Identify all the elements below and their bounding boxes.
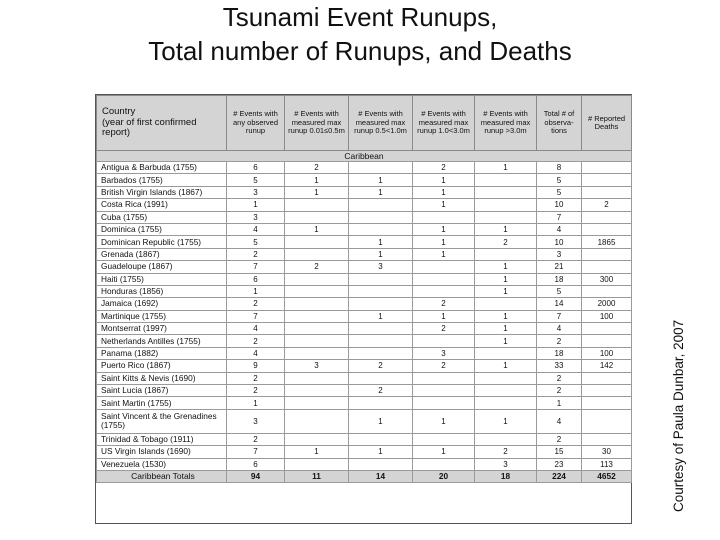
- value-cell: [285, 347, 349, 359]
- region-label: Caribbean: [97, 151, 632, 162]
- value-cell: [582, 162, 632, 174]
- value-cell: 2: [413, 162, 475, 174]
- value-cell: 4: [537, 409, 582, 433]
- value-cell: 6: [227, 273, 285, 285]
- value-cell: [413, 397, 475, 409]
- credit-text: Courtesy of Paula Dunbar, 2007: [671, 319, 686, 512]
- value-cell: 18: [537, 347, 582, 359]
- value-cell: [413, 335, 475, 347]
- table-row: [97, 347, 632, 359]
- table-row: [97, 285, 632, 297]
- value-cell: [285, 458, 349, 470]
- runup-table: [96, 95, 632, 483]
- value-cell: 1: [413, 199, 475, 211]
- value-cell: [285, 397, 349, 409]
- value-cell: 2: [349, 385, 413, 397]
- value-cell: 1: [413, 186, 475, 198]
- country-cell: Saint Lucia (1867): [97, 385, 227, 397]
- value-cell: [349, 372, 413, 384]
- value-cell: 2: [537, 372, 582, 384]
- value-cell: 1: [227, 285, 285, 297]
- table-row: [97, 236, 632, 248]
- runup-table-container: [95, 94, 632, 524]
- value-cell: 9: [227, 360, 285, 372]
- value-cell: 1: [475, 310, 537, 322]
- value-cell: 4: [537, 223, 582, 235]
- value-cell: 2: [285, 162, 349, 174]
- value-cell: 6: [227, 458, 285, 470]
- value-cell: 1: [413, 446, 475, 458]
- table-row: [97, 248, 632, 260]
- value-cell: [349, 335, 413, 347]
- country-cell: Honduras (1856): [97, 285, 227, 297]
- table-row: [97, 261, 632, 273]
- country-cell: Cuba (1755): [97, 211, 227, 223]
- value-cell: 1: [475, 273, 537, 285]
- table-row: [97, 409, 632, 433]
- value-cell: [285, 211, 349, 223]
- value-cell: 14: [537, 298, 582, 310]
- value-cell: 5: [227, 174, 285, 186]
- value-cell: [582, 211, 632, 223]
- header-row: [97, 96, 632, 151]
- table-row: [97, 323, 632, 335]
- value-cell: 1: [475, 223, 537, 235]
- value-cell: 4: [537, 323, 582, 335]
- value-cell: 1: [475, 261, 537, 273]
- value-cell: 1: [349, 409, 413, 433]
- value-cell: 2000: [582, 298, 632, 310]
- country-cell: Costa Rica (1991): [97, 199, 227, 211]
- page-title: [60, 0, 660, 68]
- value-cell: [285, 335, 349, 347]
- value-cell: 1: [475, 162, 537, 174]
- country-cell: Puerto Rico (1867): [97, 360, 227, 372]
- header-runup-1-3: # Events with measured max runup 1.0<3.0m: [413, 96, 475, 151]
- value-cell: 6: [227, 162, 285, 174]
- value-cell: [413, 285, 475, 297]
- table-row: [97, 397, 632, 409]
- country-cell: Montserrat (1997): [97, 323, 227, 335]
- value-cell: [582, 335, 632, 347]
- value-cell: 1: [537, 397, 582, 409]
- table-row: [97, 310, 632, 322]
- value-cell: [413, 372, 475, 384]
- value-cell: 2: [227, 335, 285, 347]
- value-cell: 2: [349, 360, 413, 372]
- value-cell: 2: [475, 446, 537, 458]
- value-cell: 1: [349, 310, 413, 322]
- country-cell: Saint Vincent & the Grenadines (1755): [97, 409, 227, 433]
- value-cell: 8: [537, 162, 582, 174]
- value-cell: 100: [582, 347, 632, 359]
- value-cell: [285, 385, 349, 397]
- totals-label: Caribbean Totals: [97, 470, 227, 482]
- value-cell: 1: [475, 360, 537, 372]
- header-country: Country (year of first confirmed report): [97, 96, 227, 151]
- region-row: [97, 151, 632, 162]
- value-cell: 2: [413, 298, 475, 310]
- value-cell: [475, 199, 537, 211]
- value-cell: [413, 458, 475, 470]
- value-cell: [582, 409, 632, 433]
- value-cell: [582, 285, 632, 297]
- country-cell: Netherlands Antilles (1755): [97, 335, 227, 347]
- header-runup-0-05: # Events with measured max runup 0.01≤0.5m: [285, 96, 349, 151]
- value-cell: 2: [227, 372, 285, 384]
- value-cell: [349, 199, 413, 211]
- country-cell: Venezuela (1530): [97, 458, 227, 470]
- table-row: [97, 385, 632, 397]
- value-cell: 1: [349, 446, 413, 458]
- value-cell: 1: [475, 409, 537, 433]
- value-cell: 7: [537, 310, 582, 322]
- value-cell: 30: [582, 446, 632, 458]
- total-value-cell: 4652: [582, 470, 632, 482]
- value-cell: 5: [537, 174, 582, 186]
- value-cell: 7: [537, 211, 582, 223]
- value-cell: [285, 409, 349, 433]
- value-cell: [475, 433, 537, 445]
- value-cell: 1: [285, 223, 349, 235]
- value-cell: [582, 372, 632, 384]
- value-cell: 5: [537, 285, 582, 297]
- country-cell: British Virgin Islands (1867): [97, 186, 227, 198]
- value-cell: 7: [227, 446, 285, 458]
- value-cell: [582, 433, 632, 445]
- value-cell: [349, 273, 413, 285]
- value-cell: [349, 433, 413, 445]
- value-cell: [413, 385, 475, 397]
- value-cell: [349, 323, 413, 335]
- table-row: [97, 174, 632, 186]
- table-row: [97, 446, 632, 458]
- table-row: [97, 273, 632, 285]
- table-row: [97, 458, 632, 470]
- value-cell: 4: [227, 347, 285, 359]
- value-cell: [285, 433, 349, 445]
- country-cell: Haiti (1755): [97, 273, 227, 285]
- table-row: [97, 186, 632, 198]
- value-cell: 1: [285, 446, 349, 458]
- country-cell: Trinidad & Tobago (1911): [97, 433, 227, 445]
- value-cell: 1: [413, 248, 475, 260]
- value-cell: 3: [413, 347, 475, 359]
- value-cell: 10: [537, 236, 582, 248]
- value-cell: [413, 261, 475, 273]
- table-row: [97, 372, 632, 384]
- title-line-2: Total number of Runups, and Deaths: [148, 36, 572, 66]
- value-cell: 1: [413, 223, 475, 235]
- value-cell: 23: [537, 458, 582, 470]
- value-cell: [475, 174, 537, 186]
- value-cell: [475, 186, 537, 198]
- value-cell: 2: [227, 298, 285, 310]
- value-cell: [413, 211, 475, 223]
- country-cell: Barbados (1755): [97, 174, 227, 186]
- value-cell: 1: [413, 409, 475, 433]
- value-cell: 1: [349, 174, 413, 186]
- value-cell: [475, 372, 537, 384]
- value-cell: 33: [537, 360, 582, 372]
- value-cell: 3: [227, 409, 285, 433]
- country-cell: Dominican Republic (1755): [97, 236, 227, 248]
- value-cell: [285, 323, 349, 335]
- value-cell: [582, 261, 632, 273]
- value-cell: [475, 397, 537, 409]
- value-cell: 1: [475, 335, 537, 347]
- value-cell: [285, 298, 349, 310]
- value-cell: 1: [285, 186, 349, 198]
- total-value-cell: 14: [349, 470, 413, 482]
- value-cell: [413, 273, 475, 285]
- value-cell: 2: [582, 199, 632, 211]
- value-cell: [582, 397, 632, 409]
- table-row: [97, 335, 632, 347]
- value-cell: 15: [537, 446, 582, 458]
- value-cell: [349, 285, 413, 297]
- value-cell: 1: [413, 174, 475, 186]
- value-cell: [582, 385, 632, 397]
- header-any-observed: # Events with any observed runup: [227, 96, 285, 151]
- value-cell: 21: [537, 261, 582, 273]
- value-cell: [582, 248, 632, 260]
- value-cell: [349, 223, 413, 235]
- value-cell: 3: [285, 360, 349, 372]
- value-cell: 1865: [582, 236, 632, 248]
- value-cell: 2: [413, 360, 475, 372]
- value-cell: 1: [475, 323, 537, 335]
- table-row: [97, 298, 632, 310]
- header-runup-gt3: # Events with measured max runup >3.0m: [475, 96, 537, 151]
- total-value-cell: 20: [413, 470, 475, 482]
- value-cell: 18: [537, 273, 582, 285]
- value-cell: 4: [227, 323, 285, 335]
- value-cell: 300: [582, 273, 632, 285]
- value-cell: 1: [413, 236, 475, 248]
- header-reported-deaths: # Reported Deaths: [582, 96, 632, 151]
- total-value-cell: 11: [285, 470, 349, 482]
- table-row: [97, 223, 632, 235]
- value-cell: [582, 323, 632, 335]
- country-cell: Panama (1882): [97, 347, 227, 359]
- table-row: [97, 211, 632, 223]
- value-cell: 2: [227, 385, 285, 397]
- value-cell: 1: [349, 186, 413, 198]
- value-cell: [475, 385, 537, 397]
- country-cell: Saint Martin (1755): [97, 397, 227, 409]
- value-cell: [349, 458, 413, 470]
- value-cell: 3: [475, 458, 537, 470]
- value-cell: 10: [537, 199, 582, 211]
- country-cell: Saint Kitts & Nevis (1690): [97, 372, 227, 384]
- country-cell: Dominica (1755): [97, 223, 227, 235]
- value-cell: 100: [582, 310, 632, 322]
- value-cell: [285, 273, 349, 285]
- country-cell: US Virgin Islands (1690): [97, 446, 227, 458]
- title-line-1: Tsunami Event Runups,: [222, 2, 498, 32]
- value-cell: 2: [413, 323, 475, 335]
- table-row: [97, 199, 632, 211]
- value-cell: [475, 248, 537, 260]
- value-cell: [349, 162, 413, 174]
- country-cell: Antigua & Barbuda (1755): [97, 162, 227, 174]
- country-cell: Grenada (1867): [97, 248, 227, 260]
- country-cell: Martinique (1755): [97, 310, 227, 322]
- table-row: [97, 162, 632, 174]
- value-cell: [475, 211, 537, 223]
- value-cell: 3: [227, 186, 285, 198]
- table-row: [97, 360, 632, 372]
- value-cell: [285, 236, 349, 248]
- value-cell: 2: [537, 335, 582, 347]
- value-cell: [285, 248, 349, 260]
- value-cell: 1: [227, 199, 285, 211]
- value-cell: 1: [227, 397, 285, 409]
- value-cell: [285, 310, 349, 322]
- value-cell: 5: [537, 186, 582, 198]
- value-cell: 1: [285, 174, 349, 186]
- value-cell: 142: [582, 360, 632, 372]
- value-cell: 4: [227, 223, 285, 235]
- value-cell: 1: [349, 248, 413, 260]
- totals-row: [97, 470, 632, 482]
- header-runup-05-1: # Events with measured max runup 0.5<1.0m: [349, 96, 413, 151]
- total-value-cell: 18: [475, 470, 537, 482]
- value-cell: 5: [227, 236, 285, 248]
- value-cell: 1: [475, 285, 537, 297]
- value-cell: [582, 223, 632, 235]
- value-cell: [285, 199, 349, 211]
- value-cell: [475, 298, 537, 310]
- total-value-cell: 94: [227, 470, 285, 482]
- value-cell: 2: [227, 248, 285, 260]
- value-cell: [475, 347, 537, 359]
- value-cell: [413, 433, 475, 445]
- value-cell: 1: [413, 310, 475, 322]
- value-cell: 2: [475, 236, 537, 248]
- value-cell: 2: [285, 261, 349, 273]
- value-cell: 7: [227, 261, 285, 273]
- value-cell: 2: [537, 385, 582, 397]
- value-cell: [582, 186, 632, 198]
- value-cell: [349, 347, 413, 359]
- value-cell: 2: [227, 433, 285, 445]
- value-cell: 113: [582, 458, 632, 470]
- value-cell: 2: [537, 433, 582, 445]
- value-cell: [582, 174, 632, 186]
- value-cell: 3: [349, 261, 413, 273]
- value-cell: [285, 372, 349, 384]
- header-total-observations: Total # of observa-tions: [537, 96, 582, 151]
- total-value-cell: 224: [537, 470, 582, 482]
- value-cell: 7: [227, 310, 285, 322]
- table-row: [97, 433, 632, 445]
- value-cell: 3: [227, 211, 285, 223]
- value-cell: 3: [537, 248, 582, 260]
- value-cell: [349, 298, 413, 310]
- country-cell: Guadeloupe (1867): [97, 261, 227, 273]
- country-cell: Jamaica (1692): [97, 298, 227, 310]
- value-cell: [285, 285, 349, 297]
- value-cell: [349, 397, 413, 409]
- value-cell: 1: [349, 236, 413, 248]
- value-cell: [349, 211, 413, 223]
